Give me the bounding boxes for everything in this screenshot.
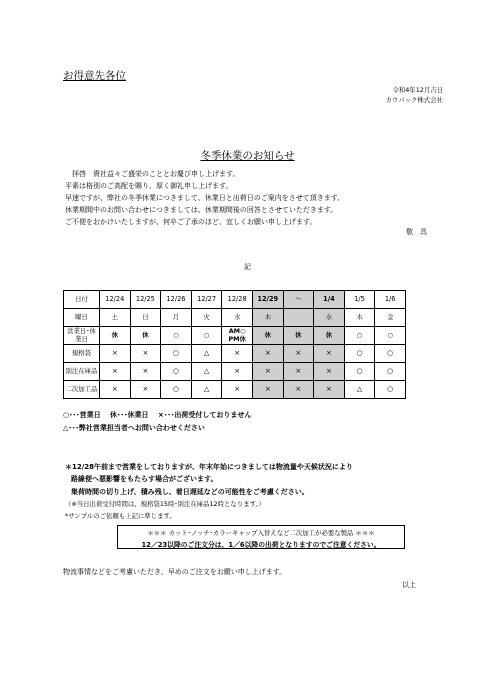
issue-date: 令和4年12月吉日 xyxy=(392,86,443,94)
row-label-date: 日付 xyxy=(64,291,100,309)
document-title xyxy=(0,148,495,163)
recipient-heading: お得意先各位 xyxy=(63,70,126,82)
closing-request: 物流事情などをご考慮いただき、早めのご注文をお願い申し上げます。 xyxy=(63,568,287,576)
notice-box-line-1: ＊＊＊ カット･ノッチ･カラーキャップ入替えなど二次加工が必要な製品 ＊＊＊ xyxy=(147,529,375,537)
body-line-3: 早速ですが、弊社の冬季休業につきまして、休業日と出荷日のご案内をさせて頂きます。 xyxy=(65,194,345,202)
body-line-1: 拝啓 貴社益々ご盛栄のこととお慶び申し上げます。 xyxy=(65,170,240,178)
cell-item-2-9: ○ xyxy=(375,381,406,399)
cell-item-0-7: × xyxy=(314,345,345,363)
cell-item-0-5: × xyxy=(252,345,283,363)
cell-item-2-1: × xyxy=(130,381,161,399)
cell-item-0-6: × xyxy=(283,345,314,363)
cell-item-2-5: × xyxy=(252,381,283,399)
cell-weekday-4: 水 xyxy=(222,309,253,327)
cell-business-day-7: 休 xyxy=(314,327,345,345)
cell-item-0-9: ○ xyxy=(375,345,406,363)
body-line-4: 休業期間中のお問い合わせにつきましては、休業期間後の回答とさせていただきます。 xyxy=(65,206,338,214)
note-line-3: 集荷時間の切り上げ、積み残し、着日遅延などの可能性をご考慮ください。 xyxy=(71,488,309,496)
note-line-1: ＊12/28午前まで営業をしておりますが、年末年始につきましては物流量や天候状況により xyxy=(65,463,353,471)
note-line-5: *サンプルのご依頼も上記に準じます。 xyxy=(65,512,176,520)
cell-item-2-7: × xyxy=(314,381,345,399)
table-row-date xyxy=(64,291,406,309)
cell-business-day-8: ○ xyxy=(344,327,375,345)
cell-item-0-4: × xyxy=(222,345,253,363)
cell-weekday-2: 月 xyxy=(161,309,192,327)
body-line-2: 平素は格別のご高配を賜り、厚く御礼申し上げます。 xyxy=(65,182,233,190)
cell-weekday-8: 木 xyxy=(344,309,375,327)
cell-weekday-7: 水 xyxy=(314,309,345,327)
notice-box-line-2: 12／23以降のご注文分は、1／6以降の出荷となりますのでご注意ください。 xyxy=(141,541,381,549)
cell-item-1-0: × xyxy=(100,363,131,381)
cell-business-day-3: ○ xyxy=(191,327,222,345)
document-title-text: 冬季休業のお知らせ xyxy=(200,150,295,162)
cell-item-1-6: × xyxy=(283,363,314,381)
cell-date-9: 1/6 xyxy=(375,291,406,309)
notice-box xyxy=(117,525,405,549)
cell-item-1-1: × xyxy=(130,363,161,381)
cell-item-2-4: × xyxy=(222,381,253,399)
cell-item-0-8: ○ xyxy=(344,345,375,363)
cell-business-day-0: 休 xyxy=(100,327,131,345)
cell-item-1-2: ○ xyxy=(161,363,192,381)
business-split-1: PM休 xyxy=(228,334,246,343)
row-label-item-0: 規格袋 xyxy=(64,345,100,363)
cell-business-day-6: 休 xyxy=(283,327,314,345)
cell-business-day-1: 休 xyxy=(130,327,161,345)
table-row-business-day xyxy=(64,327,406,345)
table-row-weekday xyxy=(64,309,406,327)
cell-date-4: 12/28 xyxy=(222,291,253,309)
closing-salutation: 敬 具 xyxy=(406,228,427,236)
cell-date-2: 12/26 xyxy=(161,291,192,309)
end-marker: 以上 xyxy=(402,581,416,589)
cell-weekday-3: 火 xyxy=(191,309,222,327)
row-label-weekday: 曜日 xyxy=(64,309,100,327)
cell-weekday-6 xyxy=(283,309,314,327)
cell-weekday-1: 日 xyxy=(130,309,161,327)
cell-item-0-0: × xyxy=(100,345,131,363)
note-line-2: 路線便へ悪影響をもたらす場合がございます。 xyxy=(71,475,218,483)
cell-item-1-5: × xyxy=(252,363,283,381)
cell-item-1-9: ○ xyxy=(375,363,406,381)
note-line-4: （※当日出荷受付時間は、規格袋15時･別注在庫品12時となります。） xyxy=(65,500,266,508)
cell-business-day-4 xyxy=(222,327,253,345)
row-label-item-1: 別注在庫品 xyxy=(64,363,100,381)
cell-item-1-4: × xyxy=(222,363,253,381)
table-row-item-0 xyxy=(64,345,406,363)
cell-business-day-5: 休 xyxy=(252,327,283,345)
cell-item-2-3: △ xyxy=(191,381,222,399)
business-split-0: AM○ xyxy=(228,327,246,335)
cell-item-2-8: △ xyxy=(344,381,375,399)
cell-item-0-1: × xyxy=(130,345,161,363)
cell-date-1: 12/25 xyxy=(130,291,161,309)
row-label-business-day: 営業日･休業日 xyxy=(64,327,100,345)
cell-item-0-3: △ xyxy=(191,345,222,363)
cell-item-1-8: ○ xyxy=(344,363,375,381)
cell-item-2-0: × xyxy=(100,381,131,399)
schedule-table xyxy=(63,290,406,399)
cell-date-6: ～ xyxy=(283,291,314,309)
table-row-item-2 xyxy=(64,381,406,399)
ki-marker: 記 xyxy=(244,263,251,271)
cell-business-day-2: ○ xyxy=(161,327,192,345)
company-name: カウパック株式会社 xyxy=(385,96,443,104)
cell-weekday-9: 金 xyxy=(375,309,406,327)
cell-weekday-0: 土 xyxy=(100,309,131,327)
cell-date-8: 1/5 xyxy=(344,291,375,309)
row-label-item-2: 二次加工品 xyxy=(64,381,100,399)
cell-date-0: 12/24 xyxy=(100,291,131,309)
cell-item-2-6: × xyxy=(283,381,314,399)
cell-business-day-9: ○ xyxy=(375,327,406,345)
cell-item-1-3: △ xyxy=(191,363,222,381)
body-line-5: ご不便をおかけいたしますが、何卒ご了承のほど、宜しくお願い申し上げます。 xyxy=(65,218,317,226)
cell-item-2-2: ○ xyxy=(161,381,192,399)
legend-line-2: △･･･弊社営業担当者へお問い合わせください xyxy=(63,424,205,432)
legend-line-1: ○･･･営業日 休･･･休業日 ×･･･出荷受付しておりません xyxy=(63,411,252,419)
cell-date-3: 12/27 xyxy=(191,291,222,309)
cell-item-0-2: ○ xyxy=(161,345,192,363)
cell-date-5: 12/29 xyxy=(252,291,283,309)
cell-weekday-5: 木 xyxy=(252,309,283,327)
table-row-item-1 xyxy=(64,363,406,381)
cell-item-1-7: × xyxy=(314,363,345,381)
cell-date-7: 1/4 xyxy=(314,291,345,309)
